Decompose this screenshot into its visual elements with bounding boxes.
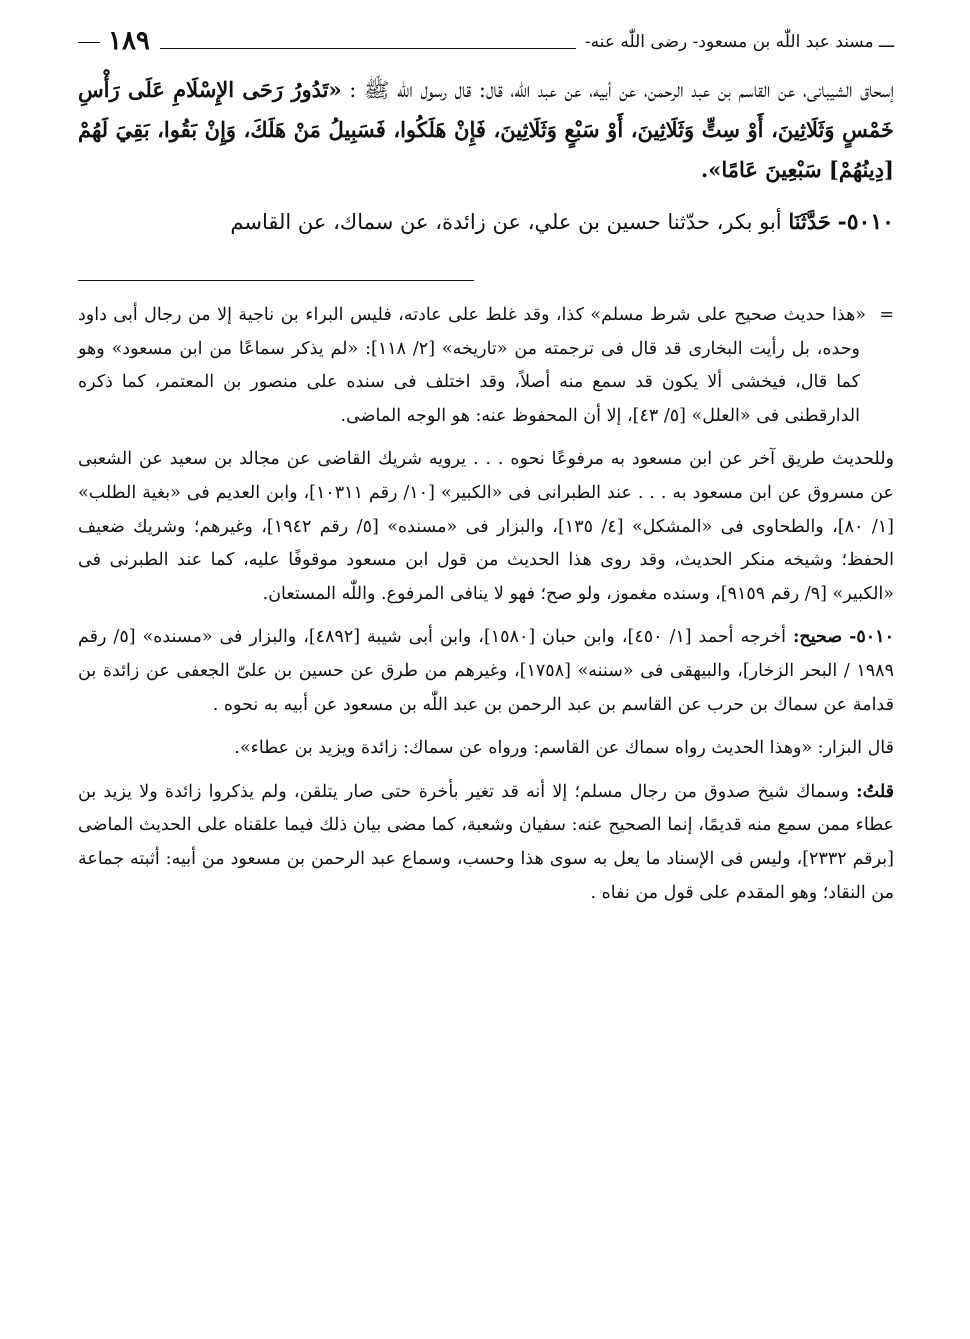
continuation-marker: = [879,305,894,325]
grade-label: صحيح: [792,627,843,648]
narration-intro: إسحاق الشيبانى، عن القاسم بن عبد الرحمن، عن أبيه، عن عبد اللّٰه، قال: قال رسول اللّٰه ﷺ : [341,78,894,102]
footnote-bazzar-quote-text: قال البزار: «وهذا الحديث رواه سماك عن القاسم: ورواه عن سماك: زائدة ويزيد بن عطاء». [234,738,894,759]
footnote-author-comment-text: وسماك شيخ صدوق من رجال مسلم؛ إلا أنه قد تغير بأخرة حتى صار يتلقن، ولم يذكروا زائدة ولا يزيد بن عطاء ممن سمع منه قديمًا، إنما الصحيح عنه: سفيان وشعبة، كما مضى بيان ذلك فيما علقناه على الحديث الماضى [برقم ٢٣٣٢]، وليس فى الإسناد ما يعل به سوى هذا وحسب، وسماع عبد الرحمن بن مسعود من أبيه: أثبته جماعة من النقاد؛ وهو المقدم على قول من نفاه . [78,781,894,903]
page-number-value: ١٨٩ [108,26,150,56]
hadith-text: «تَدُورُ رَحَى الإِسْلَامِ عَلَى رَأْسِ خَمْسٍ وَثَلَاثِينَ، أَوْ سِتٍّ وَثَلَاثِينَ، أَوْ سَبْعٍ وَثَلَاثِينَ، فَإِنْ هَلَكُوا، فَسَبِيلُ مَنْ هَلَكَ، وَإِنْ بَقُوا، بَقِيَ لَهُمْ [دِينُهُمْ] سَبْعِينَ عَامًا». [78,77,894,182]
footnote-number: ٥٠١٠- [849,627,894,648]
page-number [78,26,150,56]
next-hadith-paragraph [78,202,894,242]
footnote-5010-text: أخرجه أحمد [١/ ٤٥٠]، وابن حبان [١٥٨٠]، وابن أبى شيبة [٤٨٩٢]، والبزار فى «مسنده» [٥/ رقم ١٩٨٩ / البحر الزخار]، والبيهقى فى «سننه» [١٧٥٨]، وغيرهم من طرق عن حسين بن علىّ الجعفى عن زائدة بن قدامة عن سماك بن حرب عن القاسم بن عبد الرحمن بن عبد اللّٰه بن مسعود عن أبيه به نحوه . [78,627,894,715]
hadith-number: ٥٠١٠- [837,209,894,235]
footnote-bazzar-quote [78,732,894,766]
running-head [78,22,894,70]
footnote-continued-text: «هذا حديث صحيح على شرط مسلم» كذا، وقد غلط على عادته، فليس البراء بن ناجية إلا من رجال أبى داود وحده، بل رأيت البخارى قد قال فى ترجمته من «تاريخه» [٢/ ١١٨]: «لم يذكر سماعًا من ابن مسعود» وهو كما قال، فيخشى ألا يكون قد سمع منه أصلاً، وقد اختلف فى سنده على منصور بن المعتمر، كما ذكره الدارقطنى فى «العلل» [٥/ ٤٣]، إلا أن المحفوظ عنه: هو الوجه الماضى. [78,305,866,426]
hadith-paragraph [78,70,894,190]
footnote-author-comment [78,776,894,910]
page-number-dash [78,42,100,43]
next-hadith-isnad: أبو بكر، حدّثنا حسين بن علي، عن زائدة، عن سماك، عن القاسم [230,210,782,234]
book-page [78,22,894,910]
footnote-other-route-text: وللحديث طريق آخر عن ابن مسعود به مرفوعًا نحوه . . . يرويه شريك القاضى عن مجالد بن سعيد عن الشعبى عن مسروق عن ابن مسعود به . . . عند الطبرانى فى «الكبير» [١٠/ رقم ١٠٣١١]، وابن العديم فى «بغية الطلب» [١/ ٨٠]، والطحاوى فى «المشكل» [٤/ ١٣٥]، والبزار فى «مسنده» [٥/ رقم ١٩٤٢]، وغيرهم؛ وشريك ضعيف الحفظ؛ وشيخه منكر الحديث، وقد روى هذا الحديث من قول ابن مسعود موقوفًا عليه، كما عند الطبرنى فى «الكبير» [٩/ رقم ٩١٥٩]، وسنده مغموز، ولو صح؛ فهو لا ينافى المرفوع. واللّٰه المستعان. [78,449,894,604]
footnote-separator [78,280,474,281]
haddathana-lead: حَدَّثَنَا [788,209,831,234]
running-head-rule [160,48,576,49]
main-text [78,70,894,242]
footnote-5010 [78,621,894,722]
footnote-continued [78,299,894,433]
running-head-title: ـــ مسند عبد اللّٰه بن مسعود- رضى اللّٰه عنه- [584,32,894,52]
qultu-label: قلتُ: [856,781,894,802]
footnote-other-route [78,443,894,611]
footnotes [78,299,894,910]
